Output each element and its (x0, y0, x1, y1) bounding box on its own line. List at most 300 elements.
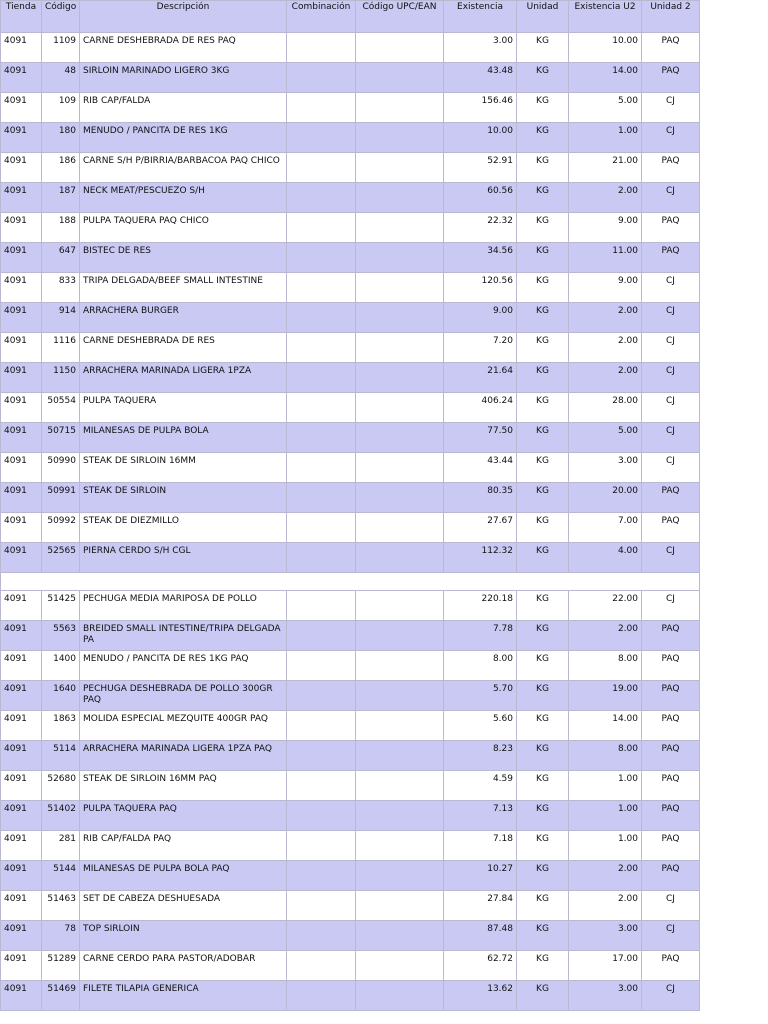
cell-unidad2: CJ (642, 591, 700, 621)
cell-codigo: 188 (42, 213, 80, 243)
cell-unidad2: CJ (642, 921, 700, 951)
header-existencia: Existencia (444, 1, 517, 33)
table-row (1, 393, 700, 423)
cell-unidad: KG (517, 183, 569, 213)
cell-unidad: KG (517, 543, 569, 573)
cell-existencia-u2: 17.00 (569, 951, 642, 981)
cell-unidad: KG (517, 891, 569, 921)
cell-codigo: 52680 (42, 771, 80, 801)
cell-descripcion: STEAK DE SIRLOIN 16MM PAQ (80, 771, 287, 801)
cell-unidad: KG (517, 213, 569, 243)
cell-codigo: 48 (42, 63, 80, 93)
header-upc: Código UPC/EAN (356, 1, 444, 33)
cell-descripcion: ARRACHERA MARINADA LIGERA 1PZA PAQ (80, 741, 287, 771)
cell-unidad: KG (517, 951, 569, 981)
cell-combinacion (287, 771, 356, 801)
header-unidad2: Unidad 2 (642, 1, 700, 33)
cell-existencia: 8.00 (444, 651, 517, 681)
cell-combinacion (287, 33, 356, 63)
cell-unidad: KG (517, 921, 569, 951)
cell-codigo: 180 (42, 123, 80, 153)
table-row (1, 453, 700, 483)
cell-unidad: KG (517, 93, 569, 123)
cell-existencia: 220.18 (444, 591, 517, 621)
cell-upc (356, 543, 444, 573)
cell-upc (356, 861, 444, 891)
spacer-cell (356, 573, 444, 591)
cell-existencia: 10.27 (444, 861, 517, 891)
header-tienda: Tienda (1, 1, 42, 33)
cell-combinacion (287, 423, 356, 453)
table-row (1, 93, 700, 123)
cell-tienda: 4091 (1, 543, 42, 573)
cell-unidad2: PAQ (642, 63, 700, 93)
table-row (1, 273, 700, 303)
cell-descripcion: TRIPA DELGADA/BEEF SMALL INTESTINE (80, 273, 287, 303)
cell-existencia: 87.48 (444, 921, 517, 951)
cell-tienda: 4091 (1, 273, 42, 303)
cell-existencia-u2: 22.00 (569, 591, 642, 621)
cell-combinacion (287, 273, 356, 303)
cell-existencia-u2: 2.00 (569, 621, 642, 651)
cell-tienda: 4091 (1, 831, 42, 861)
cell-existencia-u2: 19.00 (569, 681, 642, 711)
table-row (1, 33, 700, 63)
cell-existencia: 27.84 (444, 891, 517, 921)
table-row (1, 543, 700, 573)
table-row (1, 153, 700, 183)
cell-unidad: KG (517, 801, 569, 831)
cell-tienda: 4091 (1, 981, 42, 1011)
cell-descripcion: MENUDO / PANCITA DE RES 1KG PAQ (80, 651, 287, 681)
cell-combinacion (287, 63, 356, 93)
cell-tienda: 4091 (1, 303, 42, 333)
cell-unidad: KG (517, 591, 569, 621)
cell-tienda: 4091 (1, 333, 42, 363)
cell-existencia: 34.56 (444, 243, 517, 273)
table-row (1, 921, 700, 951)
cell-tienda: 4091 (1, 33, 42, 63)
cell-tienda: 4091 (1, 711, 42, 741)
cell-unidad: KG (517, 33, 569, 63)
cell-codigo: 52565 (42, 543, 80, 573)
spacer-cell (1, 573, 42, 591)
cell-existencia-u2: 1.00 (569, 771, 642, 801)
cell-upc (356, 681, 444, 711)
cell-combinacion (287, 393, 356, 423)
cell-descripcion: PECHUGA DESHEBRADA DE POLLO 300GR PAQ (80, 681, 287, 711)
cell-descripcion: MILANESAS DE PULPA BOLA PAQ (80, 861, 287, 891)
cell-upc (356, 981, 444, 1011)
cell-existencia: 21.64 (444, 363, 517, 393)
cell-combinacion (287, 651, 356, 681)
cell-descripcion: MILANESAS DE PULPA BOLA (80, 423, 287, 453)
cell-unidad: KG (517, 621, 569, 651)
cell-tienda: 4091 (1, 183, 42, 213)
cell-tienda: 4091 (1, 951, 42, 981)
cell-existencia: 5.70 (444, 681, 517, 711)
cell-codigo: 1116 (42, 333, 80, 363)
cell-upc (356, 591, 444, 621)
cell-codigo: 833 (42, 273, 80, 303)
header-descripcion: Descripción (80, 1, 287, 33)
cell-descripcion: PIERNA CERDO S/H CGL (80, 543, 287, 573)
cell-codigo: 186 (42, 153, 80, 183)
cell-upc (356, 951, 444, 981)
cell-upc (356, 741, 444, 771)
cell-tienda: 4091 (1, 153, 42, 183)
spacer-cell (642, 573, 700, 591)
cell-unidad2: CJ (642, 423, 700, 453)
cell-unidad: KG (517, 363, 569, 393)
cell-descripcion: PECHUGA MEDIA MARIPOSA DE POLLO (80, 591, 287, 621)
cell-upc (356, 303, 444, 333)
cell-upc (356, 363, 444, 393)
table-row (1, 183, 700, 213)
cell-descripcion: SET DE CABEZA DESHUESADA (80, 891, 287, 921)
cell-unidad2: CJ (642, 273, 700, 303)
cell-existencia-u2: 1.00 (569, 123, 642, 153)
spacer-cell (517, 573, 569, 591)
cell-unidad: KG (517, 981, 569, 1011)
cell-descripcion: BREIDED SMALL INTESTINE/TRIPA DELGADA PA (80, 621, 287, 651)
cell-upc (356, 333, 444, 363)
cell-unidad: KG (517, 273, 569, 303)
cell-existencia-u2: 2.00 (569, 861, 642, 891)
cell-unidad: KG (517, 513, 569, 543)
cell-codigo: 51469 (42, 981, 80, 1011)
cell-unidad2: CJ (642, 93, 700, 123)
cell-existencia-u2: 8.00 (569, 741, 642, 771)
cell-combinacion (287, 213, 356, 243)
cell-unidad: KG (517, 861, 569, 891)
spacer-cell (444, 573, 517, 591)
cell-unidad2: PAQ (642, 831, 700, 861)
cell-existencia-u2: 3.00 (569, 981, 642, 1011)
cell-existencia: 4.59 (444, 771, 517, 801)
cell-upc (356, 213, 444, 243)
cell-unidad2: PAQ (642, 33, 700, 63)
cell-codigo: 1640 (42, 681, 80, 711)
cell-unidad2: CJ (642, 543, 700, 573)
cell-unidad2: PAQ (642, 711, 700, 741)
cell-upc (356, 153, 444, 183)
cell-upc (356, 183, 444, 213)
table-row (1, 243, 700, 273)
cell-tienda: 4091 (1, 771, 42, 801)
cell-descripcion: CARNE DESHEBRADA DE RES (80, 333, 287, 363)
table-row (1, 363, 700, 393)
cell-unidad2: CJ (642, 891, 700, 921)
cell-combinacion (287, 513, 356, 543)
cell-descripcion: STEAK DE DIEZMILLO (80, 513, 287, 543)
cell-codigo: 51289 (42, 951, 80, 981)
cell-tienda: 4091 (1, 861, 42, 891)
cell-existencia: 80.35 (444, 483, 517, 513)
cell-combinacion (287, 543, 356, 573)
cell-unidad2: CJ (642, 183, 700, 213)
cell-tienda: 4091 (1, 213, 42, 243)
cell-codigo: 1400 (42, 651, 80, 681)
cell-unidad2: CJ (642, 333, 700, 363)
cell-descripcion: PULPA TAQUERA (80, 393, 287, 423)
cell-unidad2: CJ (642, 303, 700, 333)
cell-combinacion (287, 363, 356, 393)
cell-unidad: KG (517, 333, 569, 363)
cell-unidad2: PAQ (642, 621, 700, 651)
cell-combinacion (287, 621, 356, 651)
cell-existencia-u2: 21.00 (569, 153, 642, 183)
cell-tienda: 4091 (1, 591, 42, 621)
cell-descripcion: CARNE S/H P/BIRRIA/BARBACOA PAQ CHICO (80, 153, 287, 183)
cell-descripcion: FILETE TILAPIA GENERICA (80, 981, 287, 1011)
cell-descripcion: STEAK DE SIRLOIN (80, 483, 287, 513)
cell-codigo: 187 (42, 183, 80, 213)
spacer-cell (42, 573, 80, 591)
cell-existencia: 60.56 (444, 183, 517, 213)
cell-tienda: 4091 (1, 93, 42, 123)
cell-tienda: 4091 (1, 453, 42, 483)
cell-unidad2: PAQ (642, 771, 700, 801)
cell-codigo: 647 (42, 243, 80, 273)
cell-existencia-u2: 7.00 (569, 513, 642, 543)
cell-descripcion: PULPA TAQUERA PAQ CHICO (80, 213, 287, 243)
cell-unidad2: CJ (642, 363, 700, 393)
cell-descripcion: RIB CAP/FALDA PAQ (80, 831, 287, 861)
cell-tienda: 4091 (1, 741, 42, 771)
cell-upc (356, 621, 444, 651)
cell-existencia: 406.24 (444, 393, 517, 423)
cell-codigo: 50992 (42, 513, 80, 543)
cell-descripcion: CARNE DESHEBRADA DE RES PAQ (80, 33, 287, 63)
cell-combinacion (287, 123, 356, 153)
cell-combinacion (287, 891, 356, 921)
cell-upc (356, 771, 444, 801)
cell-unidad2: CJ (642, 453, 700, 483)
cell-existencia-u2: 8.00 (569, 651, 642, 681)
cell-tienda: 4091 (1, 621, 42, 651)
cell-combinacion (287, 861, 356, 891)
table-row (1, 981, 700, 1011)
cell-descripcion: MENUDO / PANCITA DE RES 1KG (80, 123, 287, 153)
cell-unidad2: PAQ (642, 681, 700, 711)
cell-unidad: KG (517, 711, 569, 741)
cell-codigo: 5144 (42, 861, 80, 891)
cell-existencia: 43.44 (444, 453, 517, 483)
header-unidad: Unidad (517, 1, 569, 33)
cell-existencia: 22.32 (444, 213, 517, 243)
cell-existencia-u2: 3.00 (569, 921, 642, 951)
cell-upc (356, 921, 444, 951)
header-codigo: Código (42, 1, 80, 33)
cell-existencia-u2: 11.00 (569, 243, 642, 273)
table-row (1, 423, 700, 453)
table-row (1, 801, 700, 831)
cell-upc (356, 33, 444, 63)
spacer-cell (80, 573, 287, 591)
cell-existencia-u2: 2.00 (569, 891, 642, 921)
cell-descripcion: ARRACHERA BURGER (80, 303, 287, 333)
cell-existencia-u2: 2.00 (569, 303, 642, 333)
table-row (1, 831, 700, 861)
cell-tienda: 4091 (1, 393, 42, 423)
cell-upc (356, 513, 444, 543)
cell-codigo: 1150 (42, 363, 80, 393)
table-row (1, 483, 700, 513)
header-existencia-u2: Existencia U2 (569, 1, 642, 33)
cell-combinacion (287, 333, 356, 363)
cell-unidad2: PAQ (642, 213, 700, 243)
cell-codigo: 51463 (42, 891, 80, 921)
cell-tienda: 4091 (1, 123, 42, 153)
cell-upc (356, 423, 444, 453)
cell-combinacion (287, 741, 356, 771)
table-row (1, 591, 700, 621)
cell-unidad2: CJ (642, 393, 700, 423)
spacer-cell (287, 573, 356, 591)
cell-unidad: KG (517, 771, 569, 801)
cell-codigo: 50554 (42, 393, 80, 423)
cell-unidad2: PAQ (642, 651, 700, 681)
cell-descripcion: CARNE CERDO PARA PASTOR/ADOBAR (80, 951, 287, 981)
cell-unidad: KG (517, 303, 569, 333)
cell-unidad: KG (517, 423, 569, 453)
cell-descripcion: RIB CAP/FALDA (80, 93, 287, 123)
cell-existencia-u2: 14.00 (569, 63, 642, 93)
cell-codigo: 281 (42, 831, 80, 861)
cell-unidad: KG (517, 831, 569, 861)
cell-unidad: KG (517, 453, 569, 483)
table-row (1, 213, 700, 243)
spacer-cell (569, 573, 642, 591)
table-row (1, 651, 700, 681)
cell-upc (356, 483, 444, 513)
cell-unidad: KG (517, 741, 569, 771)
cell-upc (356, 393, 444, 423)
cell-combinacion (287, 711, 356, 741)
cell-existencia: 120.56 (444, 273, 517, 303)
cell-codigo: 51402 (42, 801, 80, 831)
cell-existencia: 5.60 (444, 711, 517, 741)
cell-codigo: 109 (42, 93, 80, 123)
table-row (1, 741, 700, 771)
cell-existencia: 3.00 (444, 33, 517, 63)
cell-existencia-u2: 3.00 (569, 453, 642, 483)
cell-existencia: 7.78 (444, 621, 517, 651)
cell-tienda: 4091 (1, 801, 42, 831)
cell-tienda: 4091 (1, 363, 42, 393)
cell-combinacion (287, 681, 356, 711)
cell-existencia-u2: 9.00 (569, 213, 642, 243)
header-row (1, 1, 700, 33)
cell-tienda: 4091 (1, 891, 42, 921)
cell-tienda: 4091 (1, 423, 42, 453)
cell-upc (356, 891, 444, 921)
cell-existencia-u2: 28.00 (569, 393, 642, 423)
cell-unidad2: PAQ (642, 801, 700, 831)
cell-existencia: 13.62 (444, 981, 517, 1011)
cell-combinacion (287, 951, 356, 981)
cell-unidad: KG (517, 153, 569, 183)
cell-existencia-u2: 10.00 (569, 33, 642, 63)
table-row (1, 513, 700, 543)
cell-codigo: 51425 (42, 591, 80, 621)
cell-upc (356, 711, 444, 741)
cell-codigo: 78 (42, 921, 80, 951)
cell-descripcion: PULPA TAQUERA PAQ (80, 801, 287, 831)
table-row (1, 681, 700, 711)
cell-codigo: 50715 (42, 423, 80, 453)
cell-existencia: 62.72 (444, 951, 517, 981)
cell-unidad2: PAQ (642, 513, 700, 543)
table-row (1, 771, 700, 801)
cell-combinacion (287, 183, 356, 213)
table-row (1, 891, 700, 921)
cell-unidad: KG (517, 651, 569, 681)
cell-unidad2: PAQ (642, 483, 700, 513)
cell-upc (356, 273, 444, 303)
cell-unidad2: CJ (642, 123, 700, 153)
cell-existencia: 8.23 (444, 741, 517, 771)
table-row (1, 63, 700, 93)
cell-descripcion: MOLIDA ESPECIAL MEZQUITE 400GR PAQ (80, 711, 287, 741)
cell-combinacion (287, 93, 356, 123)
table-spacer-row (1, 573, 700, 591)
cell-codigo: 50991 (42, 483, 80, 513)
cell-upc (356, 243, 444, 273)
cell-combinacion (287, 303, 356, 333)
cell-existencia-u2: 20.00 (569, 483, 642, 513)
table-row (1, 951, 700, 981)
cell-existencia: 7.13 (444, 801, 517, 831)
cell-combinacion (287, 921, 356, 951)
cell-upc (356, 123, 444, 153)
cell-existencia-u2: 2.00 (569, 363, 642, 393)
cell-unidad: KG (517, 393, 569, 423)
header-combinacion: Combinación (287, 1, 356, 33)
cell-existencia-u2: 9.00 (569, 273, 642, 303)
cell-existencia: 77.50 (444, 423, 517, 453)
cell-unidad2: PAQ (642, 861, 700, 891)
table-row (1, 333, 700, 363)
cell-unidad: KG (517, 243, 569, 273)
cell-unidad2: PAQ (642, 243, 700, 273)
cell-descripcion: BISTEC DE RES (80, 243, 287, 273)
cell-descripcion: TOP SIRLOIN (80, 921, 287, 951)
cell-codigo: 1109 (42, 33, 80, 63)
cell-combinacion (287, 453, 356, 483)
cell-unidad2: PAQ (642, 741, 700, 771)
cell-tienda: 4091 (1, 63, 42, 93)
table-row (1, 621, 700, 651)
cell-unidad: KG (517, 681, 569, 711)
cell-existencia-u2: 14.00 (569, 711, 642, 741)
table-row (1, 861, 700, 891)
cell-existencia: 112.32 (444, 543, 517, 573)
cell-existencia: 9.00 (444, 303, 517, 333)
cell-descripcion: STEAK DE SIRLOIN 16MM (80, 453, 287, 483)
cell-unidad: KG (517, 63, 569, 93)
cell-existencia-u2: 5.00 (569, 93, 642, 123)
cell-existencia-u2: 2.00 (569, 183, 642, 213)
cell-existencia-u2: 1.00 (569, 831, 642, 861)
cell-tienda: 4091 (1, 921, 42, 951)
cell-upc (356, 63, 444, 93)
cell-combinacion (287, 801, 356, 831)
cell-upc (356, 651, 444, 681)
cell-combinacion (287, 483, 356, 513)
cell-tienda: 4091 (1, 513, 42, 543)
